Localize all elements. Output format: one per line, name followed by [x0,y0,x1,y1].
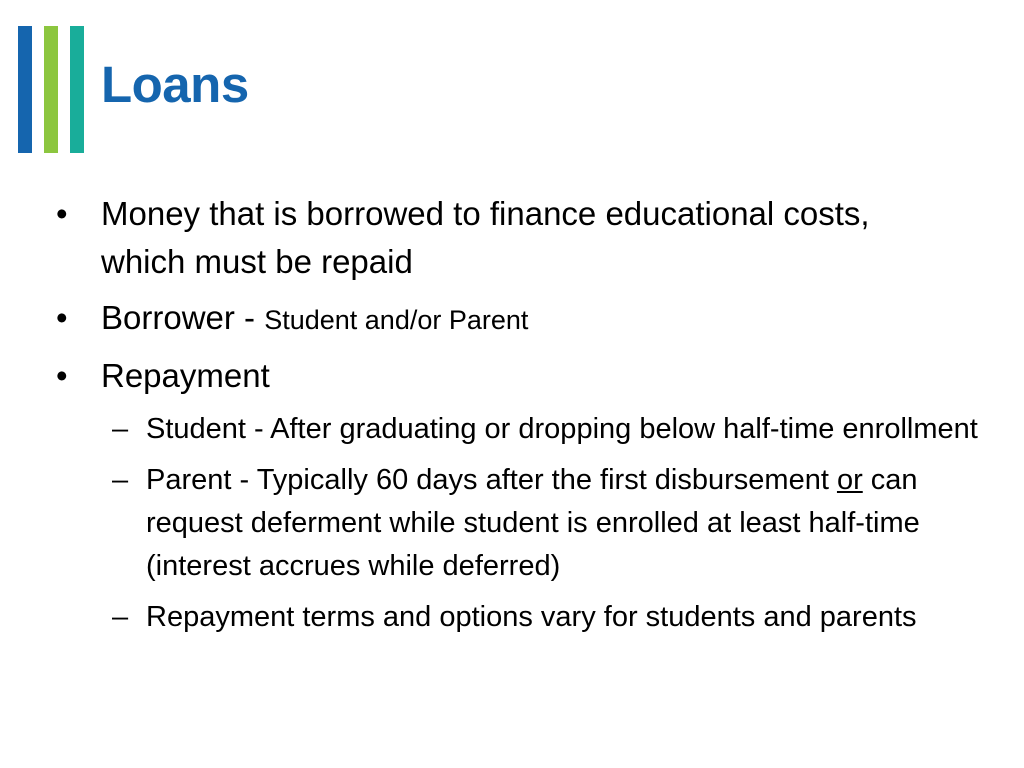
bullet-text: Repayment [101,357,270,394]
bullet-text: Money that is borrowed to finance educational costs, which must be repaid [101,195,870,280]
sub-bullet-text-continued: can request deferment while student is enrolled at least half-time (interest accrues while deferred) [146,464,920,582]
bullet-dot-icon: • [56,299,68,336]
sub-bullet-text: Student - After graduating or dropping below half-time enrollment [146,413,978,445]
dash-icon: – [112,464,129,496]
sub-bullet-item [0,596,991,639]
sub-bullet-item [0,408,991,451]
sub-bullet-text: Parent - Typically 60 days after the first disbursement [146,464,837,496]
sub-bullet-item [0,459,991,588]
accent-bar-green [44,26,58,153]
bullet-item [0,294,901,344]
bullet-dot-icon: • [56,357,68,394]
accent-bar-blue [18,26,32,153]
accent-bar-teal [70,26,84,153]
dash-icon: – [112,601,129,633]
bullet-detail-text: Student and/or Parent [264,305,529,335]
sub-bullet-underlined-text: or [836,464,863,496]
sub-bullet-text: Repayment terms and options vary for students and parents [146,601,917,633]
bullet-item [0,190,901,286]
slide-title: Loans [101,56,249,113]
bullet-text: Borrower - [101,299,265,336]
bullet-item [0,352,901,400]
dash-icon: – [112,413,129,445]
bullet-list [0,190,1024,647]
bullet-dot-icon: • [56,195,68,232]
